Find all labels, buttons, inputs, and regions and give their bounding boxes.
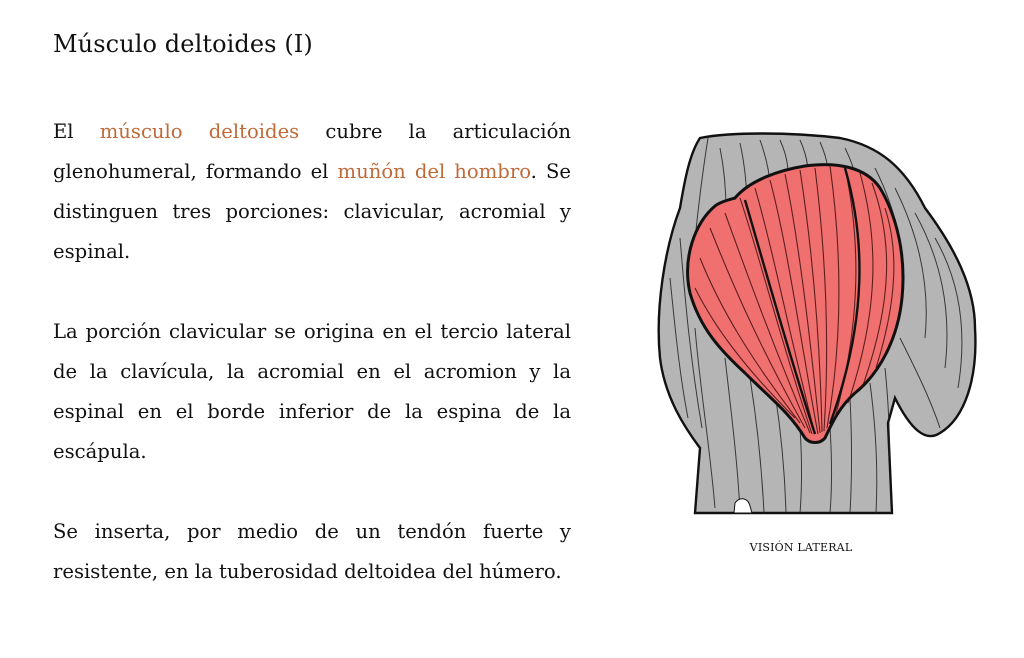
deltoid-illustration: [640, 128, 980, 528]
highlight-musculo-deltoides: músculo deltoides: [99, 120, 300, 143]
paragraph-origin: La porción clavicular se origina en el tercio lateral de la clavícula, la acromial en el acromion y la espinal en el borde inferior de la espina de la escápula.: [53, 320, 571, 463]
p1-text-1: El: [53, 120, 100, 143]
deltoid-drawing: [640, 128, 980, 528]
figure-caption: VISIÓN LATERAL: [749, 541, 853, 554]
p1-text-2: cubre la articulación glenohumeral, formando el: [53, 120, 571, 183]
body-text: [53, 112, 571, 632]
paragraph-intro: [53, 112, 571, 272]
highlight-munon-del-hombro: muñón del hombro: [337, 160, 531, 183]
paragraph-insertion: Se inserta, por medio de un tendón fuerte y resistente, en la tuberosidad deltoidea del húmero.: [53, 520, 571, 583]
p1-text-3: . Se distinguen tres porciones: clavicular, acromial y espinal.: [53, 160, 571, 263]
page-title: Músculo deltoides (I): [53, 30, 313, 58]
